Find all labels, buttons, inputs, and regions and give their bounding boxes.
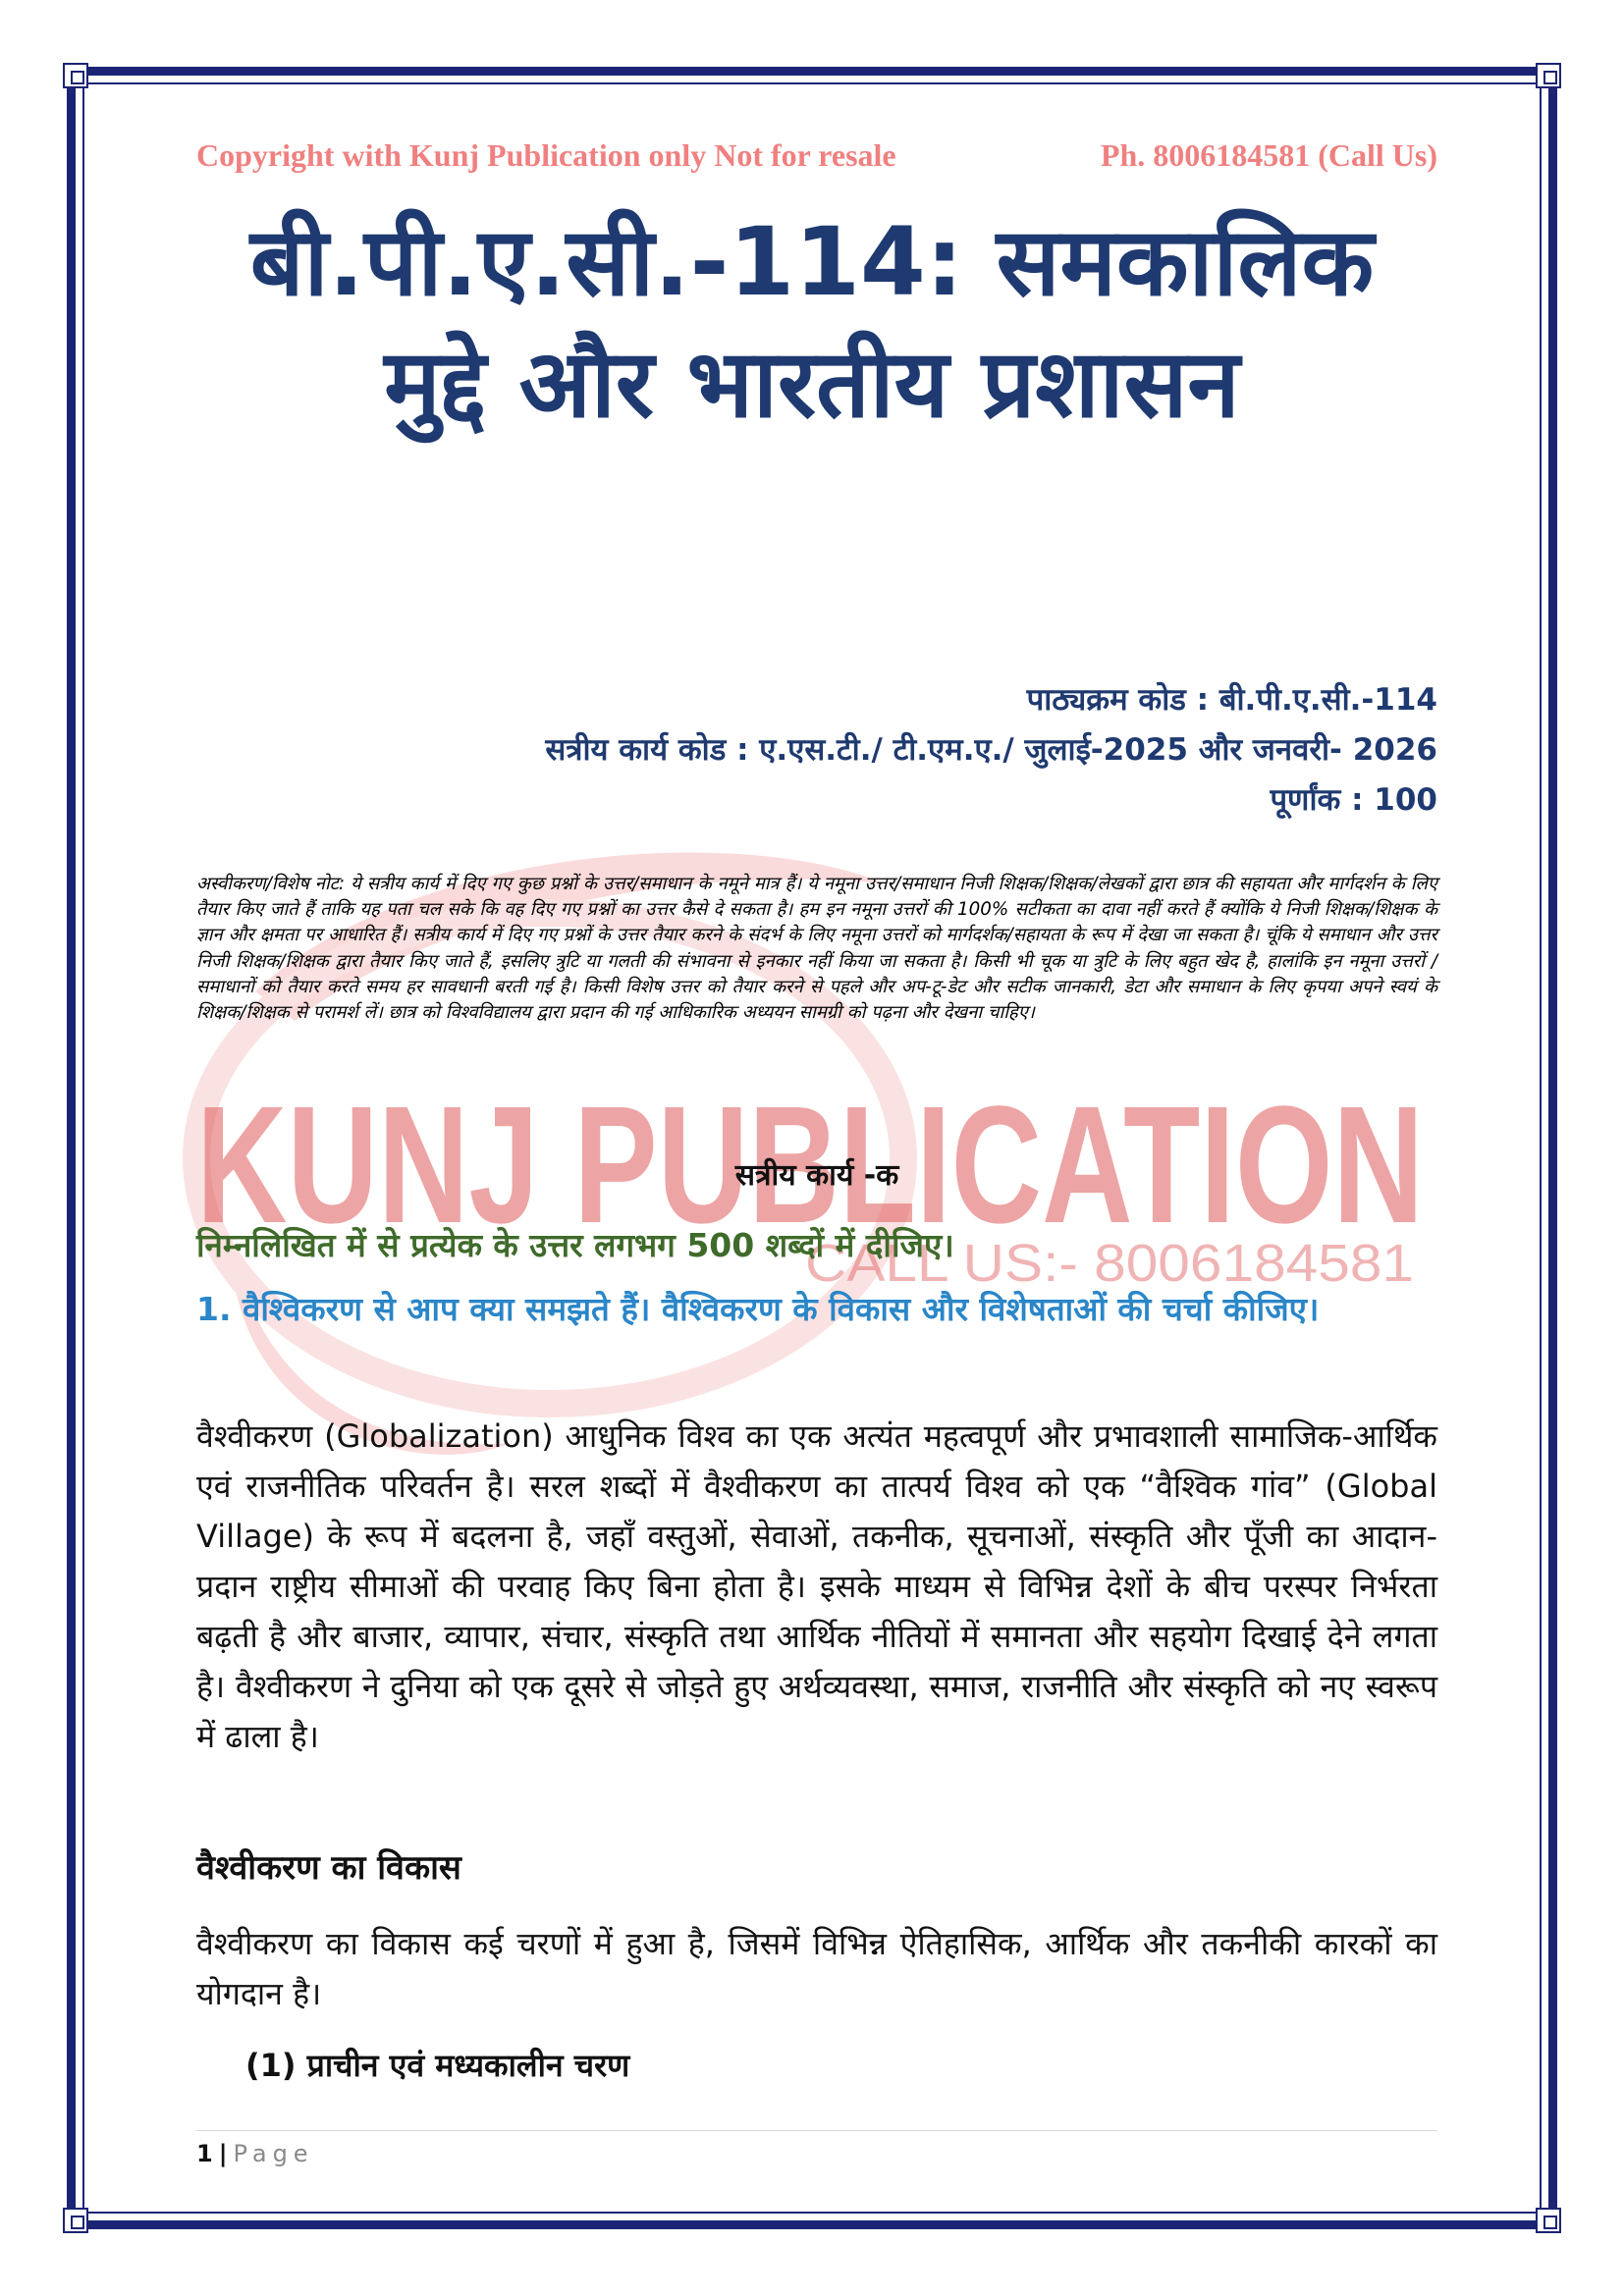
corner-ornament-bottom-right: [1536, 2208, 1561, 2233]
title-line-1: बी.पी.ए.सी.-114: समकालिक: [249, 207, 1375, 317]
publisher-phone: Ph. 8006184581 (Call Us): [1100, 137, 1437, 173]
disclaimer-note: अस्वीकरण/विशेष नोट: ये सत्रीय कार्य में दिए गए कुछ प्रश्नों के उत्तर/समाधान के नमूने मात्र हैं। ये नमूना उत्तर/समाधान निजी शिक्षक/शिक्षक/लेखकों द्वारा छात्र की सहायता और मार्गदर्शन के लिए तैयार किए जाते हैं ताकि यह पता चल सके कि वह दिए गए प्रश्नों का उत्तर कैसे दे सकता है। हम इन नमूना उत्तरों की 100% सटीकता का दावा नहीं करते हैं क्योंकि ये निजी शिक्षक/शिक्षक के ज्ञान और क्षमता पर आधारित हैं। सत्रीय कार्य में दिए गए प्रश्नों के उत्तर तैयार करने के संदर्भ के लिए नमूना उत्तरों को मार्गदर्शक/सहायता के रूप में देखा जा सकता है। चूंकि ये समाधान और उत्तर निजी शिक्षक/शिक्षक द्वारा तैयार किए जाते हैं, इसलिए त्रुटि या गलती की संभावना से इनकार नहीं किया जा सकता है। किसी भी चूक या त्रुटि के लिए बहुत खेद है, हालांकि इन नमूना उत्तरों / समाधानों को तैयार करते समय हर सावधानी बरती गई है। किसी विशेष उत्तर को तैयार करने से पहले और अप-टू-डेट और सटीक जानकारी, डेटा और समाधान के लिए कृपया अपने स्वयं के शिक्षक/शिक्षक से परामर्श लें। छात्र को विश्वविद्यालय द्वारा प्रदान की गई आधिकारिक अध्ययन सामग्री को पढ़ना और देखना चाहिए।: [196, 874, 1437, 1024]
corner-ornament-top-right: [1536, 63, 1561, 88]
page-number: 1: [196, 2140, 213, 2167]
course-meta: [196, 675, 1437, 826]
answer-instruction: निम्नलिखित में से प्रत्येक के उत्तर लगभग 500 शब्दों में दीजिए।: [196, 1226, 954, 1264]
copyright-notice: Copyright with Kunj Publication only Not for resale: [196, 137, 896, 173]
answer-paragraph-2: वैश्वीकरण का विकास कई चरणों में हुआ है, जिसमें विभिन्न ऐतिहासिक, आर्थिक और तकनीकी कारकों का योगदान है।: [196, 1925, 1437, 2012]
page-footer: [196, 2140, 314, 2167]
subheading-ancient-medieval: (1) प्राचीन एवं मध्यकालीन चरण: [245, 2047, 630, 2084]
section-heading: सत्रीय कार्य -क: [734, 1158, 899, 1193]
copyright-header: [196, 137, 1437, 177]
course-code: पाठ्यक्रम कोड : बी.पी.ए.सी.-114: [1026, 682, 1437, 718]
subheading-development: वैश्वीकरण का विकास: [196, 1848, 461, 1888]
document-title: [147, 201, 1477, 445]
page-label: Page: [233, 2140, 314, 2167]
question-1: 1. वैश्विकरण से आप क्या समझते हैं। वैश्विकरण के विकास और विशेषताओं की चर्चा कीजिए।: [196, 1290, 1320, 1328]
answer-paragraph-1: वैश्वीकरण (Globalization) आधुनिक विश्व का एक अत्यंत महत्वपूर्ण और प्रभावशाली सामाजिक-आर्थिक एवं राजनीतिक परिवर्तन है। सरल शब्दों में वैश्वीकरण का तात्पर्य विश्व को एक “वैश्विक गांव” (Global Village) के रूप में बदलना है, जहाँ वस्तुओं, सेवाओं, तकनीक, सूचनाओं, संस्कृति और पूँजी का आदान-प्रदान राष्ट्रीय सीमाओं की परवाह किए बिना होता है। इसके माध्यम से विभिन्न देशों के बीच परस्पर निर्भरता बढ़ती है और बाजार, व्यापार, संचार, संस्कृति तथा आर्थिक नीतियों में समानता और सहयोग दिखाई देने लगता है। वैश्वीकरण ने दुनिया को एक दूसरे से जोड़ते हुए अर्थव्यवस्था, समाज, राजनीति और संस्कृति को नए स्वरूप में ढाला है।: [196, 1417, 1437, 1755]
corner-ornament-bottom-left: [63, 2208, 88, 2233]
footer-divider: [196, 2130, 1437, 2131]
corner-ornament-top-left: [63, 63, 88, 88]
title-line-2: मुद्दे और भारतीय प्रशासन: [384, 329, 1240, 439]
assignment-code: सत्रीय कार्य कोड : ए.एस.टी./ टी.एम.ए./ जुलाई-2025 और जनवरी- 2026: [545, 732, 1437, 768]
max-marks: पूर्णांक : 100: [1270, 782, 1437, 818]
watermark-brand-text: KUNJ PUBLICATION: [196, 1072, 1424, 1258]
watermark-call-text: CALL US:- 8006184581: [805, 1234, 1414, 1293]
footer-separator: |: [218, 2140, 228, 2167]
